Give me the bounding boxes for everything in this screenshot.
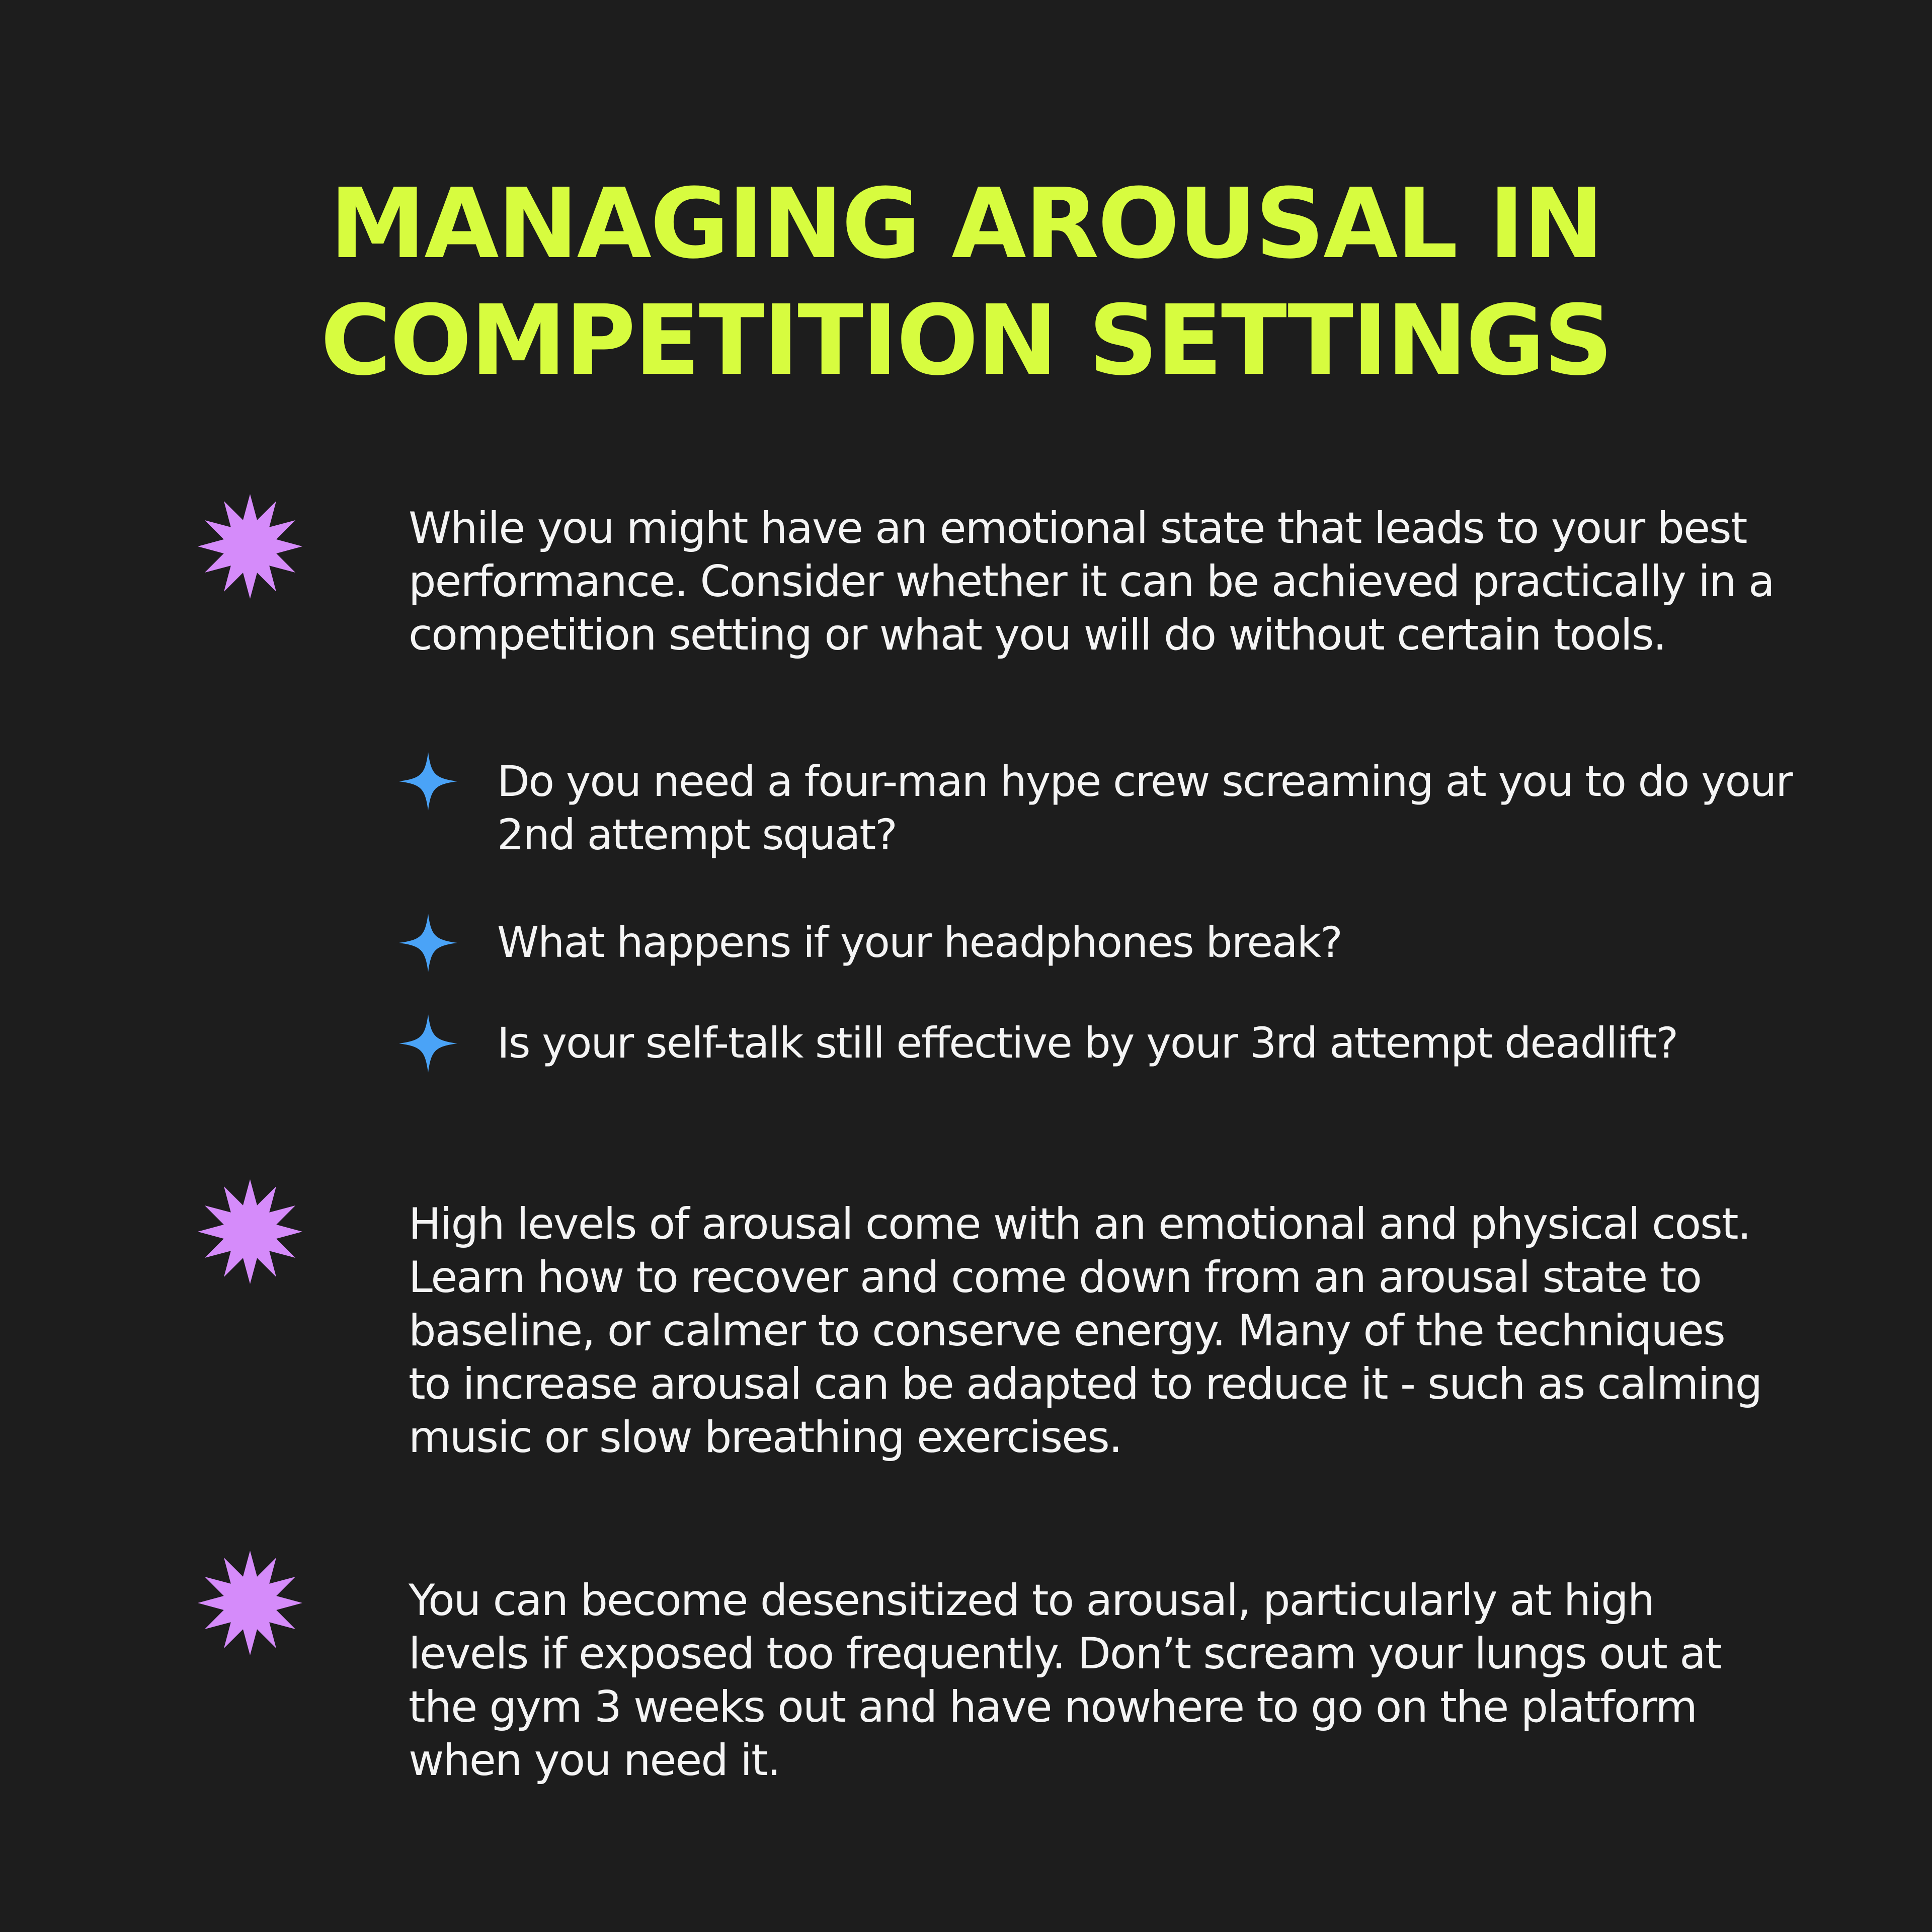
point-3-text: You can become desensitized to arousal, particularly at high levels if exposed too frequently. Don’t scream your lungs out at the gym 3 weeks out and have nowhere to go on the platform when you need it.	[409, 1575, 1721, 1786]
sub-point-1-text: Do you need a four-man hype crew screaming at you to do your 2nd attempt squat?	[497, 757, 1792, 859]
star-burst-icon	[197, 1549, 303, 1657]
page-title-line-1: MANAGING AROUSAL IN	[330, 168, 1602, 280]
four-point-sparkle-icon	[398, 1014, 458, 1073]
four-point-sparkle-icon	[398, 752, 458, 811]
page-title-line-2: COMPETITION SETTINGS	[320, 285, 1612, 397]
sub-point-3-text: Is your self-talk still effective by your 3rd attempt deadlift?	[497, 1018, 1678, 1068]
point-2-text: High levels of arousal come with an emotional and physical cost. Learn how to recover and come down from an arousal state to baseline, or calmer to conserve energy. Many of the techniques to increase arousal can be adapted to reduce it - such as calming music or slow breathing exercises.	[409, 1199, 1762, 1463]
star-burst-icon	[197, 492, 303, 601]
star-burst-icon	[197, 1177, 303, 1286]
page-title	[0, 166, 1932, 399]
four-point-sparkle-icon	[398, 913, 458, 973]
point-1-text: While you might have an emotional state that leads to your best performance. Consider whether it can be achieved practically in a competition setting or what you will do without certain tools.	[409, 503, 1774, 660]
sub-point-2-text: What happens if your headphones break?	[497, 918, 1342, 967]
